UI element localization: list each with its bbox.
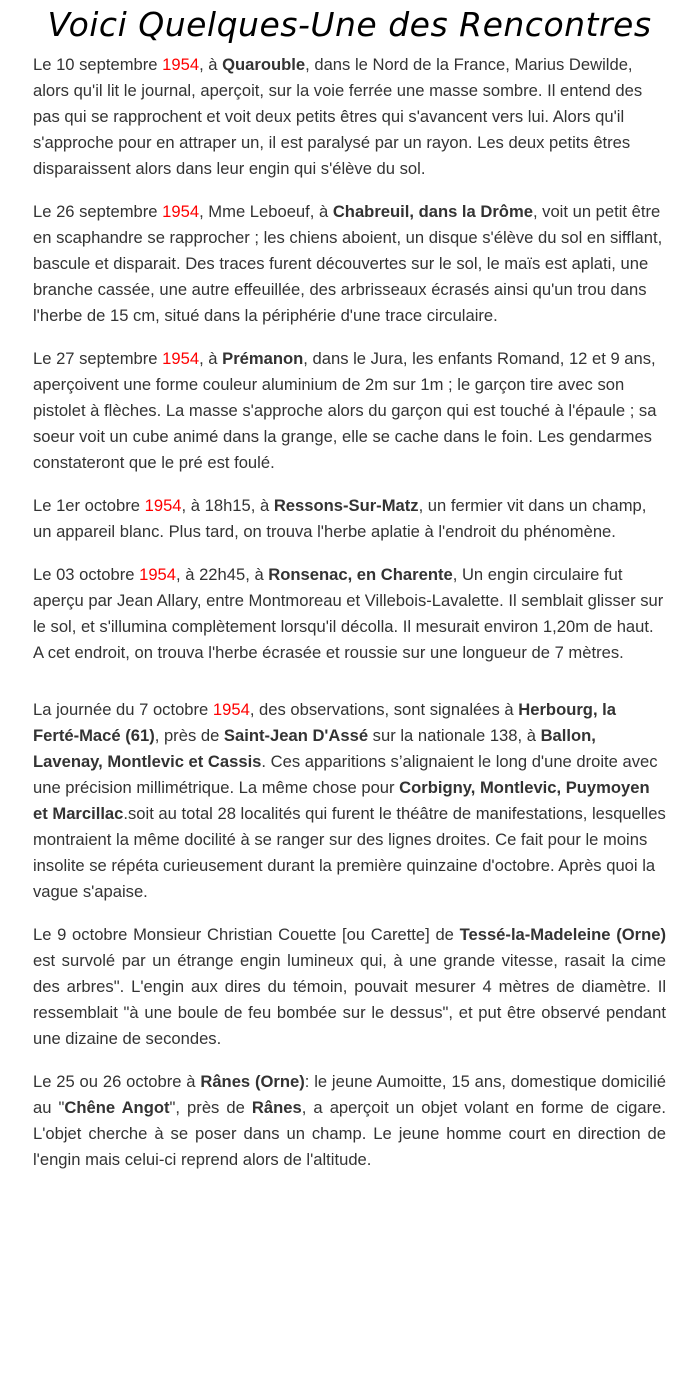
paragraph-text: , dans le Nord de la France, Marius Dewilde, alors qu'il lit le journal, aperçoit, sur la voie ferrée une masse sombre. Il entend des pas qui se rapprochent et voit deux petits êtres qui s'avancent vers lui. Alors qu'il s'approche pour en attraper un, il est paralysé par un rayon. Les deux petits êtres disparaissent alors dans leur engin qui s'élève du sol. bbox=[33, 55, 643, 178]
encounter-paragraph bbox=[33, 493, 666, 545]
paragraph-text: Le 03 octobre bbox=[33, 565, 140, 584]
place-name: Chêne Angot bbox=[64, 1098, 170, 1117]
paragraph-text: , Mme Leboeuf, à bbox=[199, 202, 333, 221]
paragraph-text: La journée du 7 octobre bbox=[33, 700, 213, 719]
place-name: Saint-Jean D'Assé bbox=[223, 726, 369, 745]
paragraph-text: , à bbox=[199, 55, 223, 74]
paragraph-text: ", près de bbox=[169, 1098, 252, 1117]
year-highlight: 1954 bbox=[162, 202, 200, 221]
encounter-paragraph bbox=[33, 199, 666, 329]
paragraph-text: Le 1er octobre bbox=[33, 496, 145, 515]
paragraph-text: , Un engin circulaire fut aperçu par Jean Allary, entre Montmoreau et Villebois-Lavalette. Il semblait glisser sur le sol, et s'illumina complètement lorsqu'il décolla. Il mesurait environ 1,20m de haut. A cet endroit, on trouva l'herbe écrasée et roussie sur une longueur de 7 mètres. bbox=[33, 565, 664, 662]
place-name: Ballon, Lavenay, Montlevic et Cassis bbox=[33, 726, 596, 771]
place-name: Chabreuil, dans la Drôme bbox=[332, 202, 533, 221]
encounter-paragraph bbox=[33, 1069, 666, 1173]
year-highlight: 1954 bbox=[144, 496, 182, 515]
encounter-paragraph bbox=[33, 697, 666, 905]
paragraph-text: , voit un petit être en scaphandre se rapprocher ; les chiens aboient, un disque s'élève du sol en sifflant, bascule et disparait. Des traces furent découvertes sur le sol, le maïs est aplati, une branche cassée, une autre effeuillée, des arbrisseaux écrasés ainsi qu'un trou dans l'herbe de 15 cm, situé dans la périphérie d'une trace circulaire. bbox=[33, 202, 663, 325]
place-name: Corbigny, Montlevic, Puymoyen et Marcillac bbox=[33, 778, 650, 823]
paragraph-text: , un fermier vit dans un champ, un appareil blanc. Plus tard, on trouva l'herbe aplatie à l'endroit du phénomène. bbox=[33, 496, 647, 541]
place-name: Ressons-Sur-Matz bbox=[273, 496, 419, 515]
place-name: Tessé-la-Madeleine (Orne) bbox=[459, 925, 666, 944]
paragraph-text: , a aperçoit un objet volant en forme de cigare. L'objet cherche à se poser dans un champ. Le jeune homme court en direction de l'engin mais celui-ci reprend alors de l'altitude. bbox=[33, 1098, 666, 1169]
paragraph-text: .soit au total 28 localités qui furent le théâtre de manifestations, lesquelles montraient la même docilité à se ranger sur des lignes droites. Ce fait pour le moins insolite se répéta curieusement durant la première quinzaine d'octobre. Après quoi la vague s'apaise. bbox=[33, 804, 666, 901]
paragraph-text: , à 18h15, à bbox=[181, 496, 274, 515]
year-highlight: 1954 bbox=[162, 55, 200, 74]
paragraph-text: : le jeune Aumoitte, 15 ans, domestique domicilié au " bbox=[33, 1072, 666, 1117]
place-name: Rânes (Orne) bbox=[200, 1072, 305, 1091]
paragraph-text: Le 9 octobre Monsieur Christian Couette [ou Carette] de bbox=[33, 925, 460, 944]
paragraph-text: , près de bbox=[154, 726, 224, 745]
encounter-paragraph bbox=[33, 346, 666, 476]
place-name: Herbourg, la Ferté-Macé (61) bbox=[33, 700, 616, 745]
paragraph-text: Le 10 septembre bbox=[33, 55, 163, 74]
encounter-paragraph bbox=[33, 562, 666, 666]
paragraph-text: est survolé par un étrange engin lumineux qui, à une grande vitesse, rasait la cime des arbres". L'engin aux dires du témoin, pouvait mesurer 4 mètres de diamètre. Il ressemblait "à une boule de feu bombée sur le dessus", et put être observé pendant une dizaine de secondes. bbox=[33, 951, 666, 1048]
place-name: Quarouble bbox=[222, 55, 306, 74]
article-body bbox=[0, 52, 699, 1173]
paragraph-text: Le 26 septembre bbox=[33, 202, 163, 221]
year-highlight: 1954 bbox=[162, 349, 200, 368]
paragraph-text: , des observations, sont signalées à bbox=[249, 700, 519, 719]
paragraph-text: , dans le Jura, les enfants Romand, 12 et 9 ans, aperçoivent une forme couleur aluminium de 2m sur 1m ; le garçon tire avec son pistolet à flèches. La masse s'approche alors du garçon qui est touché à l'épaule ; sa soeur voit un cube animé dans la grange, elle se cache dans le foin. Les gendarmes constateront que le pré est foulé. bbox=[33, 349, 657, 472]
place-name: Prémanon bbox=[222, 349, 304, 368]
paragraph-text: , à 22h45, à bbox=[176, 565, 269, 584]
page-title: Voici Quelques-Une des Rencontres bbox=[47, 5, 652, 44]
encounter-paragraph bbox=[33, 52, 666, 182]
paragraph-text: Le 25 ou 26 octobre à bbox=[33, 1072, 201, 1091]
paragraph-text: Le 27 septembre bbox=[33, 349, 163, 368]
year-highlight: 1954 bbox=[212, 700, 250, 719]
paragraph-text: sur la nationale 138, à bbox=[368, 726, 541, 745]
paragraph-text: . Ces apparitions s’alignaient le long d'une droite avec une précision millimétrique. La même chose pour bbox=[33, 752, 658, 797]
year-highlight: 1954 bbox=[139, 565, 177, 584]
place-name: Rânes bbox=[251, 1098, 302, 1117]
paragraph-text: , à bbox=[199, 349, 223, 368]
place-name: Ronsenac, en Charente bbox=[268, 565, 453, 584]
encounter-paragraph bbox=[33, 922, 666, 1052]
